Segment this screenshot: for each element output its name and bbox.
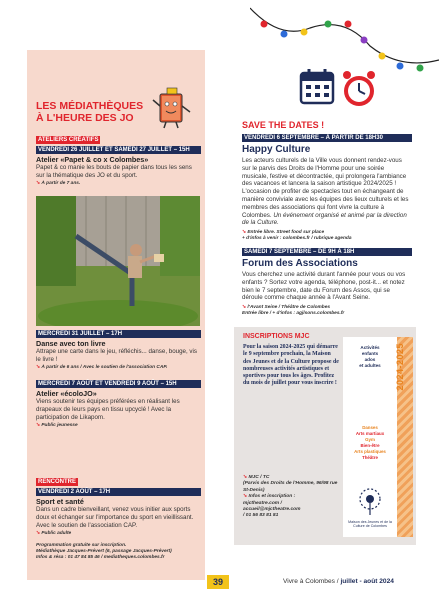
program-info: Programmation gratuite sur inscription. Médiathèque Jacques-Prévert (6, passage Jacques-Prévert) Infos & résa : 01 47 84 85 46 / mediatheques.colombes.fr [36,543,172,560]
page-number: 39 [207,575,229,589]
brochure-activity-list [347,425,393,461]
bulb-icons [261,21,424,72]
arrow-icon: ➘ [243,475,249,480]
event-note: ➘ À partir de 7 ans. [36,181,81,186]
mjc-brochure-image [343,337,413,537]
event-sport-sante [36,470,201,537]
brochure-footer: Maison des Jeunes et de la Culture de Colombes [348,520,392,529]
event-note: ➘ Public adulte [36,531,72,536]
category-tag: ATELIERS CRÉATIFS [38,137,99,143]
mjc-description: Pour la saison 2024-2025 qui démarre le 9 septembre prochain, la Maison des Jeunes et de la Culture propose de nombreuses activités artistiques et sportives pour tous les âges. Profitez du mois de juillet pour vous inscrire ! [243,344,339,387]
brochure-activity-item: Gym [365,437,375,442]
dancer-photo [36,196,200,326]
event-title: Atelier «Papet & co x Colombes» [36,155,149,164]
arrow-icon: ➘ [36,365,42,370]
brochure-heading: Activités enfants ados et adultes [359,345,381,368]
arrow-icon: ➘ [36,181,42,186]
event-ecolojo [36,380,201,429]
mjc-logo-icon [357,487,383,517]
calendar-icon [301,69,333,103]
event-description: Les acteurs culturels de la Ville vous donnent rendez-vous sur le parvis des Droits de l'Homme pour une soirée musicale, festive et décontractée, qui prolongera l'ambiance des vacances et lancera la saison artistique 2024/2025 ! L'occasion de profiter de spectacles tout en échangeant de manière conviviale avec les équipes des lieux culturels et les membres des associations qui font vivre la culture à Colombes. Un événement organisé et animé par la direction de la Culture. [242,157,409,227]
event-description: Dans un cadre bienveillant, venez vous initier aux sports doux et échanger sur l'importance du sport en vieillissant. Avec le soutien de l'association CAP. [36,506,194,529]
event-note: ➘ Entrée libre. Street food sur place [242,230,325,236]
arrow-icon: ➘ [36,423,42,428]
section-title: LES MÉDIATHÈQUES À L'HEURE DES JO [36,100,144,124]
event-description: Vous cherchez une activité durant l'année pour vous ou vos enfants ? Sortez votre agenda, téléphone, post-it... et notez bien le 7 septembre, date du Forum des Assos, qui se déroule comme chaque année à l'Avant Seine. [242,271,406,302]
event-note: ➘ Public jeunesse [36,423,78,428]
event-date: VENDREDI 6 SEPTEMBRE – À PARTIR DE 18H30 [242,134,412,142]
category-tag: RENCONTRE [38,479,77,485]
arrow-icon: ➘ [242,305,248,311]
event-description: Attrape une carte dans le jeu, réfléchis... danse, bouge, vis le livre ! [36,348,197,363]
event-note-link: + d'infos à venir : colombes.fr / rubrique agenda [242,236,352,242]
mjc-notes: ➘ MJC / TC (Parvis des Droits de l'Homme, 96/98 rue St-Denis) ➘ Infos et inscription : mjctheatre.com / accueil@mjctheatre.com / 01 56 83 81 81 [243,475,338,519]
arrow-icon: ➘ [36,531,42,536]
calendar-clock-icons [295,65,385,113]
event-note: ➘ À partir de 6 ans / Avec le soutien de l'association CAP. [36,365,168,370]
arrow-icon: ➘ [242,230,248,236]
event-date: MERCREDI 7 AOÛT ET VENDREDI 9 AOÛT – 15H [36,380,201,388]
brochure-activity-item: Arts plastiques [354,449,386,454]
event-description: Papet & co manie les bouts de papier dans tous les sens sur la thématique des JO et du sport. [36,164,192,179]
brochure-activity-item: Bien-être [360,443,380,448]
alarm-clock-icon [343,71,375,106]
event-happy-culture [242,134,412,242]
event-papet [36,128,201,187]
event-title: Sport et santé [36,497,84,506]
event-description: Viens soutenir tes équipes préférées en réalisant les drapeaux de leurs pays en tissu upcyclé ! Avec la participation de Likapom. [36,398,180,421]
brochure-year: 2024-2025 [395,343,405,391]
event-title: Forum des Associations [242,258,358,269]
event-date: VENDREDI 26 JUILLET ET SAMEDI 27 JUILLET – 15H [36,146,201,154]
brochure-activity-item: Danses [362,425,378,430]
event-forum [242,248,412,317]
event-note-link: Entrée libre / + d'infos : agjlsons.colombes.fr [242,311,345,317]
event-title: Atelier «écoloJO» [36,389,97,398]
event-date: MERCREDI 31 JUILLET – 17H [36,330,201,338]
footer-magazine: Vivre à Colombes / juillet - août 2024 [283,578,394,585]
event-title: Happy Culture [242,144,311,155]
event-title: Danse avec ton livre [36,339,106,348]
arrow-icon: ➘ [243,494,249,500]
save-the-dates-title: SAVE THE DATES ! [242,120,325,130]
brochure-activity-item: Arts martiaux [355,431,385,436]
event-date: SAMEDI 7 SEPTEMBRE – DE 9H À 18H [242,248,412,256]
event-danse [36,330,201,371]
event-date: VENDREDI 2 AOÛT – 17H [36,488,201,496]
event-note: ➘ l'Avant Seine / Théâtre de Colombes [242,305,331,311]
brochure-activity-item: Théâtre [362,455,378,460]
mjc-title: INSCRIPTIONS MJC [243,333,310,340]
